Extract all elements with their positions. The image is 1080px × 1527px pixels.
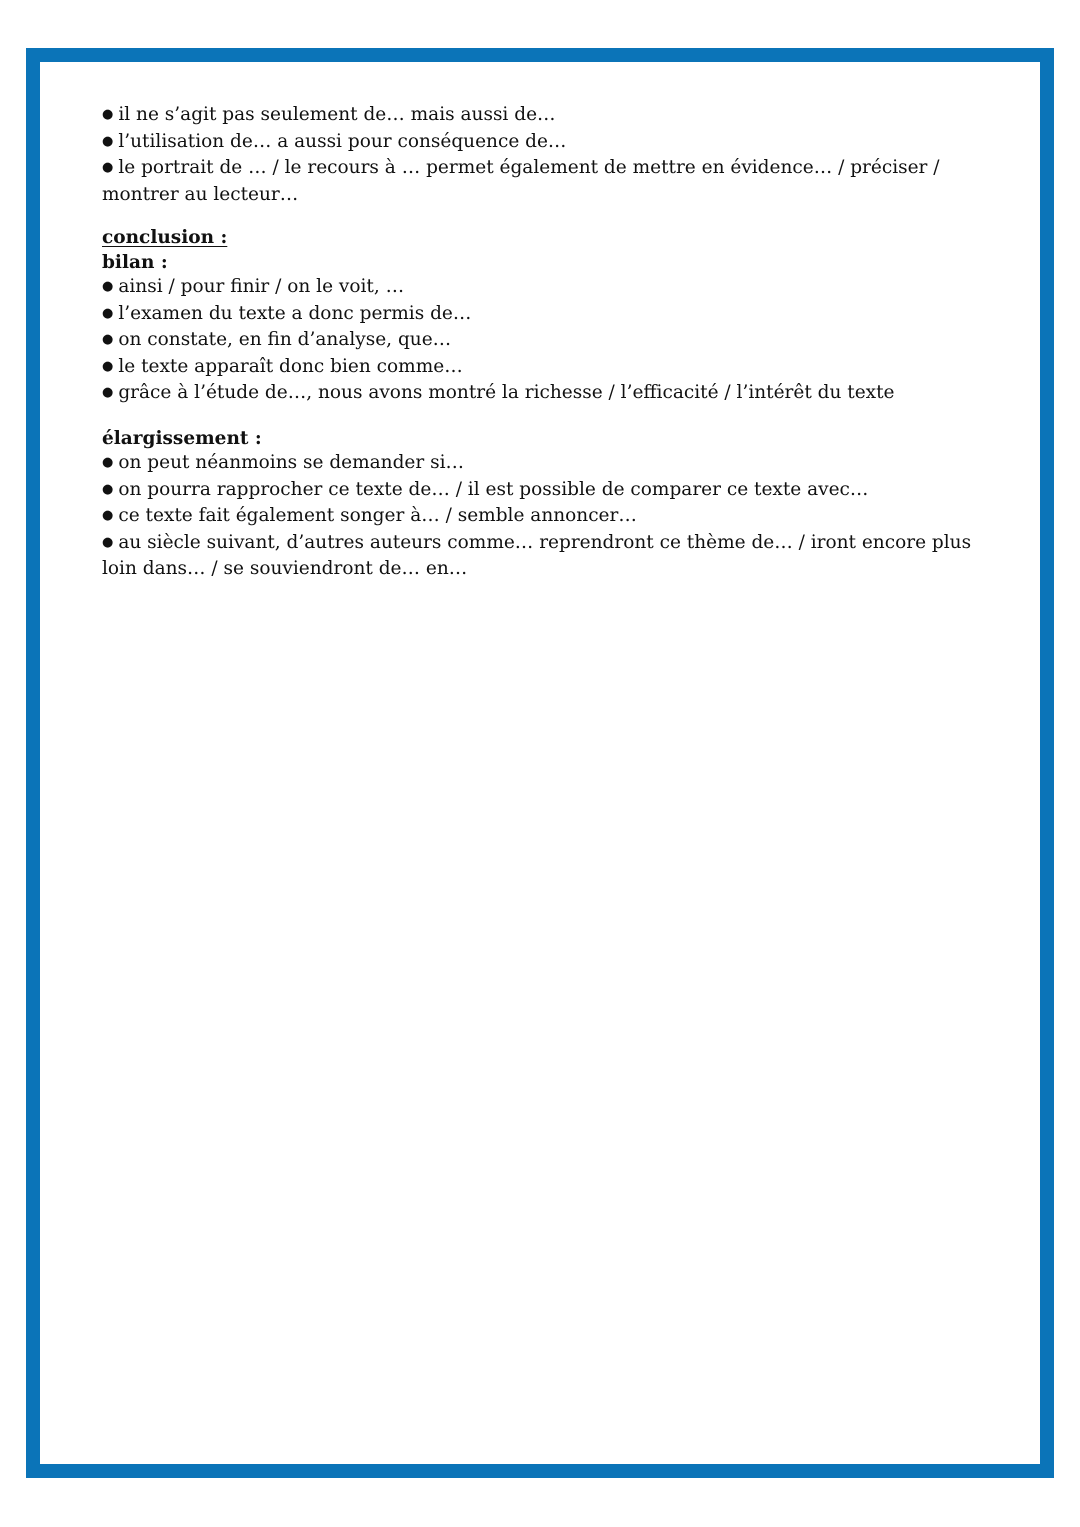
section-heading-elargissement: élargissement : [102,427,262,449]
list-item: ● au siècle suivant, d’autres auteurs comme… reprendront ce thème de… / iront encore plus loin dans… / se souviendront de… en… [102,531,982,582]
list-item: ● on constate, en fin d’analyse, que… [102,328,1002,355]
list-item: ● l’examen du texte a donc permis de… [102,302,1002,329]
section-heading-conclusion: conclusion : [102,227,228,248]
list-item: ● on pourra rapprocher ce texte de… / il est possible de comparer ce texte avec… [102,478,1002,505]
list-item: ● le portrait de … / le recours à … permet également de mettre en évidence… / préciser / montrer au lecteur… [102,156,982,207]
document-body [102,103,1002,582]
list-item: ● le texte apparaît donc bien comme… [102,355,1002,382]
list-item: ● il ne s’agit pas seulement de… mais aussi de… [102,103,1002,130]
section-heading-bilan: bilan : [102,251,168,273]
spacer [102,408,1002,427]
list-item: ● on peut néanmoins se demander si… [102,451,1002,478]
spacer [102,207,1002,226]
list-item: ● l’utilisation de… a aussi pour conséquence de… [102,130,1002,157]
list-item: ● grâce à l’étude de…, nous avons montré la richesse / l’efficacité / l’intérêt du texte [102,381,1002,408]
list-item: ● ainsi / pour finir / on le voit, … [102,275,1002,302]
list-item: ● ce texte fait également songer à… / semble annoncer… [102,504,1002,531]
